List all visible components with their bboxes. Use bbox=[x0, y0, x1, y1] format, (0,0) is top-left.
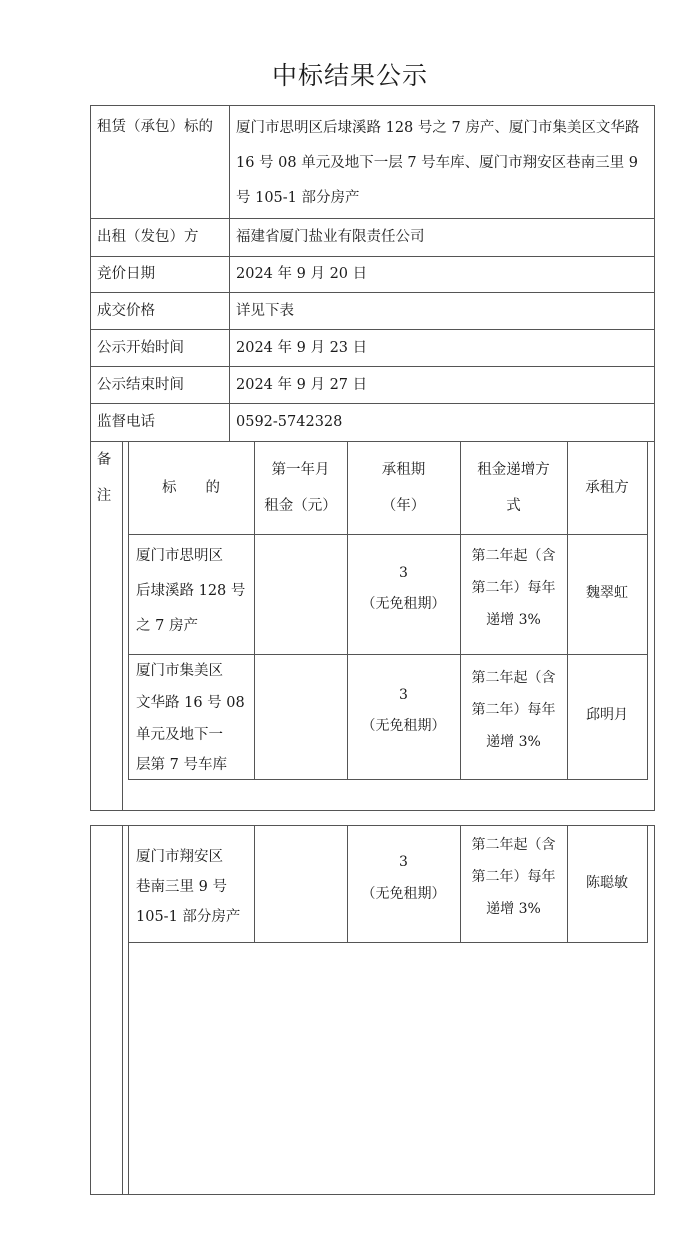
row1-increase-line3: 递增 3% bbox=[486, 612, 541, 628]
announce-start-label: 公示开始时间 bbox=[97, 340, 184, 356]
row2-subject-line1: 厦门市集美区 bbox=[136, 663, 223, 679]
row1-subject-line1: 厦门市思明区 bbox=[136, 548, 223, 564]
row1-subject-line2: 后埭溪路 128 号 bbox=[136, 583, 246, 599]
row3-increase-line3: 递增 3% bbox=[486, 901, 541, 917]
header-term-line1: 承租期 bbox=[381, 462, 426, 478]
row3-lessee: 陈聪敏 bbox=[586, 875, 628, 891]
row1-increase-line1: 第二年起（含 bbox=[471, 548, 556, 564]
auction-date-value: 2024 年 9 月 20 日 bbox=[236, 266, 368, 282]
header-subject: 标 的 bbox=[162, 480, 220, 496]
row3-increase-line1: 第二年起（含 bbox=[471, 837, 556, 853]
page-title: 中标结果公示 bbox=[271, 61, 428, 90]
announce-start-value: 2024 年 9 月 23 日 bbox=[236, 340, 368, 356]
row2-lessee: 邱明月 bbox=[586, 707, 628, 723]
row3-increase-line2: 第二年）每年 bbox=[471, 869, 556, 885]
header-rent-line1: 第一年月 bbox=[271, 462, 330, 478]
row3-subject-line2: 巷南三里 9 号 bbox=[136, 879, 227, 895]
subject-label: 租赁（承包）标的 bbox=[97, 119, 213, 135]
header-increase-line2: 式 bbox=[506, 498, 521, 514]
auction-date-label: 竞价日期 bbox=[97, 266, 155, 282]
header-lessee: 承租方 bbox=[585, 480, 629, 496]
announce-end-label: 公示结束时间 bbox=[97, 377, 184, 393]
row2-subject-line3: 单元及地下一 bbox=[136, 727, 223, 743]
row1-increase-line2: 第二年）每年 bbox=[471, 580, 556, 596]
lessor-value: 福建省厦门盐业有限责任公司 bbox=[236, 229, 425, 245]
price-label: 成交价格 bbox=[97, 303, 155, 319]
row1-lessee: 魏翠虹 bbox=[586, 585, 628, 601]
announce-end-value: 2024 年 9 月 27 日 bbox=[236, 377, 368, 393]
row2-increase-line1: 第二年起（含 bbox=[471, 670, 556, 686]
price-value: 详见下表 bbox=[236, 303, 294, 319]
row2-subject-line4: 层第 7 号车库 bbox=[136, 757, 227, 773]
lessor-label: 出租（发包）方 bbox=[97, 229, 199, 245]
header-increase-line1: 租金递增方 bbox=[477, 462, 550, 478]
subject-value: 厦门市思明区后埭溪路 128 号之 7 房产、厦门市集美区文华路 16 号 08 单元及地下一层 7 号车库、厦门市翔安区巷南三里 9 号 105-1 部分房产 bbox=[236, 120, 640, 206]
row3-term: 3 bbox=[399, 854, 408, 870]
row1-term-note: （无免租期） bbox=[361, 596, 446, 612]
header-term-line2: （年） bbox=[381, 498, 426, 514]
phone-label: 监督电话 bbox=[97, 414, 155, 430]
remarks-label-2: 注 bbox=[96, 488, 112, 504]
row2-increase-line2: 第二年）每年 bbox=[471, 702, 556, 718]
row2-increase-line3: 递增 3% bbox=[486, 734, 541, 750]
row3-term-note: （无免租期） bbox=[361, 886, 446, 902]
row2-term: 3 bbox=[399, 687, 408, 703]
phone-value: 0592-5742328 bbox=[236, 414, 343, 430]
row2-term-note: （无免租期） bbox=[361, 718, 446, 734]
row3-subject-line3: 105-1 部分房产 bbox=[136, 909, 241, 925]
remarks-label-1: 备 bbox=[96, 452, 112, 468]
row2-subject-line2: 文华路 16 号 08 bbox=[136, 695, 245, 711]
header-rent-line2: 租金（元） bbox=[264, 498, 337, 514]
row3-subject-line1: 厦门市翔安区 bbox=[136, 849, 223, 865]
row1-term: 3 bbox=[399, 565, 408, 581]
row1-subject-line3: 之 7 房产 bbox=[136, 618, 198, 634]
